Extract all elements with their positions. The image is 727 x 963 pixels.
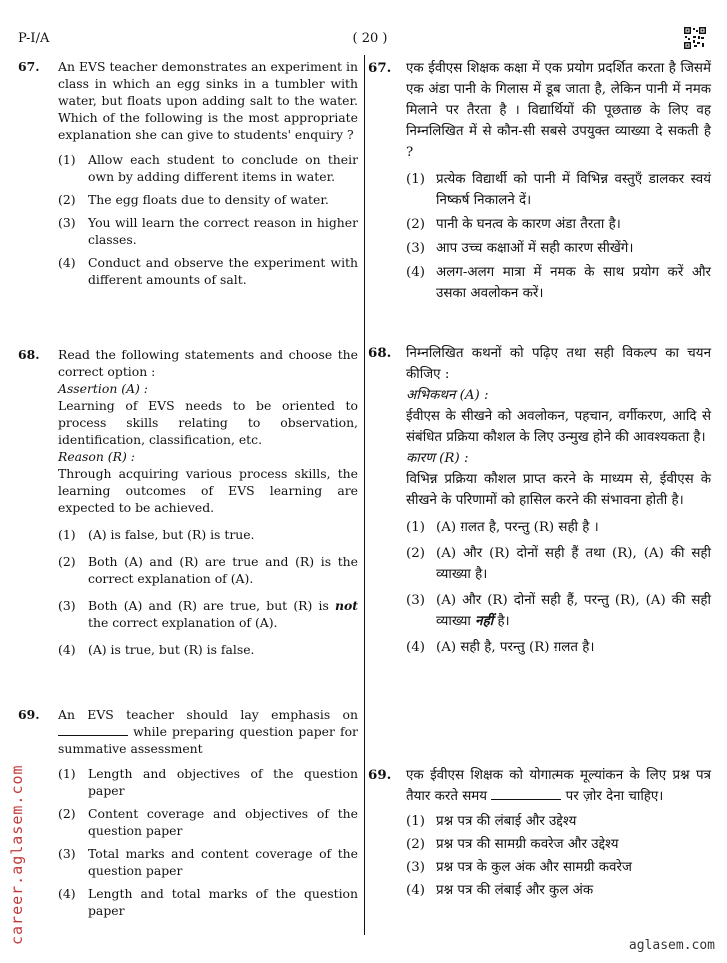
question-number: 67.: [18, 59, 40, 74]
option-emphasis: not: [335, 598, 358, 613]
fill-in-blank: [491, 789, 561, 800]
option-text: Length and objectives of the question paper: [88, 766, 358, 798]
question-68-hi: [368, 343, 711, 664]
option-3[interactable]: [58, 845, 358, 879]
question-69-en: [18, 706, 358, 925]
bottom-watermark: aglasem.com: [628, 938, 715, 953]
question-number: 69.: [368, 767, 392, 783]
page-number: ( 20 ): [352, 31, 388, 46]
option-number: (4): [406, 883, 425, 898]
stem-part: while preparing question paper for summative assessment: [58, 724, 358, 756]
option-text: Conduct and observe the experiment with different amounts of salt.: [88, 255, 358, 287]
option-text: (A) सही है, परन्तु (R) ग़लत है।: [436, 640, 595, 655]
option-4[interactable]: [406, 637, 711, 658]
assertion-text: Learning of EVS needs to be oriented to process skills relating to observation, identification, classification, etc.: [58, 398, 358, 447]
question-number: 68.: [368, 345, 392, 361]
option-number: (3): [406, 860, 425, 875]
option-number: (1): [406, 172, 425, 187]
option-1[interactable]: [406, 169, 711, 211]
option-text: You will learn the correct reason in higher classes.: [88, 215, 358, 247]
option-number: (3): [406, 241, 425, 256]
question-67-en: [18, 58, 358, 294]
option-number: (4): [406, 640, 425, 655]
option-4[interactable]: [58, 254, 358, 288]
option-3[interactable]: [58, 597, 358, 631]
option-text: Allow each student to conclude on their own by adding different items in water.: [88, 152, 358, 184]
option-4[interactable]: [58, 641, 358, 658]
option-number: (2): [58, 192, 76, 207]
option-number: (1): [406, 814, 425, 829]
option-1[interactable]: [58, 151, 358, 185]
option-1[interactable]: [58, 765, 358, 799]
option-4[interactable]: [406, 262, 711, 304]
option-text: पानी के घनत्व के कारण अंडा तैरता है।: [436, 217, 621, 232]
reason-label: कारण (R) :: [406, 451, 469, 466]
option-number: (3): [58, 215, 76, 230]
stem-part: एक ईवीएस शिक्षक को योगात्मक मूल्यांकन के लिए प्रश्न पत्र तैयार करते समय: [406, 768, 711, 804]
option-number: (2): [406, 837, 425, 852]
option-number: (3): [58, 598, 76, 613]
option-number: (1): [58, 527, 76, 542]
option-2[interactable]: [406, 543, 711, 585]
option-text-part: है।: [497, 614, 510, 629]
question-number: 67.: [368, 60, 392, 76]
assertion-text: ईवीएस के सीखने को अवलोकन, पहचान, वर्गीकरण, आदि से संबंधित प्रक्रिया कौशल के लिए उन्मुख होने की आवश्यकता है।: [406, 409, 711, 445]
booklet-code: P-I/A: [18, 31, 50, 46]
option-number: (2): [406, 217, 425, 232]
option-text: Content coverage and objectives of the question paper: [88, 806, 358, 838]
option-1[interactable]: [406, 517, 711, 538]
option-1[interactable]: [406, 811, 711, 832]
question-number: 68.: [18, 347, 40, 362]
qr-code-icon: [684, 27, 706, 49]
reason-text: विभिन्न प्रक्रिया कौशल प्राप्त करने के माध्यम से, ईवीएस के सीखने के परिणामों को हासिल करने की संभावना होती है।: [406, 472, 711, 508]
option-text: प्रश्न पत्र की लंबाई और उद्देश्य: [436, 814, 577, 829]
side-watermark: career.aglasem.com: [8, 764, 26, 945]
option-2[interactable]: [406, 834, 711, 855]
question-stem: निम्नलिखित कथनों को पढ़िए तथा सही विकल्प का चयन कीजिए :: [406, 346, 711, 382]
question-stem: Read the following statements and choose the correct option :: [58, 347, 358, 379]
reason-label: Reason (R) :: [58, 449, 135, 464]
option-number: (4): [406, 265, 425, 280]
option-text: (A) is false, but (R) is true.: [88, 527, 255, 542]
option-3[interactable]: [58, 214, 358, 248]
option-text: (A) और (R) दोनों सही हैं तथा (R), (A) की सही व्याख्या है।: [436, 546, 711, 582]
stem-part: An EVS teacher should lay emphasis on: [58, 707, 358, 722]
option-3[interactable]: [406, 857, 711, 878]
option-number: (2): [58, 806, 76, 821]
option-text: Length and total marks of the question paper: [88, 886, 358, 918]
column-divider: [364, 55, 365, 935]
option-text: आप उच्च कक्षाओं में सही कारण सीखेंगे।: [436, 241, 634, 256]
option-2[interactable]: [58, 553, 358, 587]
question-stem: An EVS teacher demonstrates an experiment in class in which an egg sinks in a tumbler with water, but floats upon adding salt to the water. Which of the following is the most appropriate explanation she can give to students' enquiry ?: [58, 59, 358, 142]
option-number: (1): [58, 766, 76, 781]
option-number: (1): [58, 152, 76, 167]
option-emphasis: नहीं: [475, 613, 494, 629]
option-text: प्रश्न पत्र की सामग्री कवरेज और उद्देश्य: [436, 837, 619, 852]
option-text: [88, 597, 358, 631]
assertion-label: Assertion (A) :: [58, 381, 148, 396]
option-text: अलग-अलग मात्रा में नमक के साथ प्रयोग करें और उसका अवलोकन करें।: [436, 265, 711, 301]
option-text: Total marks and content coverage of the question paper: [88, 846, 358, 878]
option-text: [436, 590, 711, 632]
question-number: 69.: [18, 707, 40, 722]
stem-part: पर ज़ोर देना चाहिए।: [565, 789, 664, 804]
option-text: प्रश्न पत्र की लंबाई और कुल अंक: [436, 883, 594, 898]
option-2[interactable]: [58, 191, 358, 208]
option-number: (4): [58, 886, 76, 901]
option-number: (3): [58, 846, 76, 861]
option-3[interactable]: [406, 238, 711, 259]
fill-in-blank: [58, 725, 128, 736]
option-text: प्रत्येक विद्यार्थी को पानी में विभिन्न वस्तुएँ डालकर स्वयं निष्कर्ष निकालने दें।: [436, 172, 711, 208]
option-number: (4): [58, 255, 76, 270]
option-number: (2): [406, 546, 425, 561]
option-number: (1): [406, 520, 425, 535]
option-4[interactable]: [58, 885, 358, 919]
option-text: The egg floats due to density of water.: [88, 192, 329, 207]
option-1[interactable]: [58, 526, 358, 543]
option-text: Both (A) and (R) are true and (R) is the correct explanation of (A).: [88, 554, 358, 586]
question-stem: [406, 765, 711, 807]
option-4[interactable]: [406, 880, 711, 901]
option-2[interactable]: [58, 805, 358, 839]
option-number: (4): [58, 642, 76, 657]
option-text-part: (A) और (R) दोनों सही हैं, परन्तु (R), (A) की सही व्याख्या: [436, 593, 711, 629]
option-number: (2): [58, 554, 76, 569]
option-text: (A) is true, but (R) is false.: [88, 642, 255, 657]
option-text-part: the correct explanation of (A).: [88, 615, 278, 630]
option-number: (3): [406, 593, 425, 608]
option-3[interactable]: [406, 590, 711, 632]
question-67-hi: [368, 58, 711, 310]
option-text-part: Both (A) and (R) are true, but (R) is: [88, 598, 329, 613]
option-text: (A) ग़लत है, परन्तु (R) सही है ।: [436, 520, 599, 535]
question-68-en: [18, 346, 358, 664]
option-2[interactable]: [406, 214, 711, 235]
option-text: प्रश्न पत्र के कुल अंक और सामग्री कवरेज: [436, 860, 632, 875]
reason-text: Through acquiring various process skills, the learning outcomes of EVS learning are expected to be achieved.: [58, 466, 358, 515]
question-stem: [58, 706, 358, 757]
question-69-hi: [368, 765, 711, 907]
question-stem: एक ईवीएस शिक्षक कक्षा में एक प्रयोग प्रदर्शित करता है जिसमें एक अंडा पानी के गिलास में डूब जाता है, लेकिन पानी में नमक मिलाने पर तैरता है । विद्यार्थियों की पूछताछ के लिए वह निम्नलिखित में से कौन-सी सबसे उपयुक्त व्याख्या दे सकती है ?: [406, 61, 711, 160]
assertion-label: अभिकथन (A) :: [406, 388, 489, 403]
